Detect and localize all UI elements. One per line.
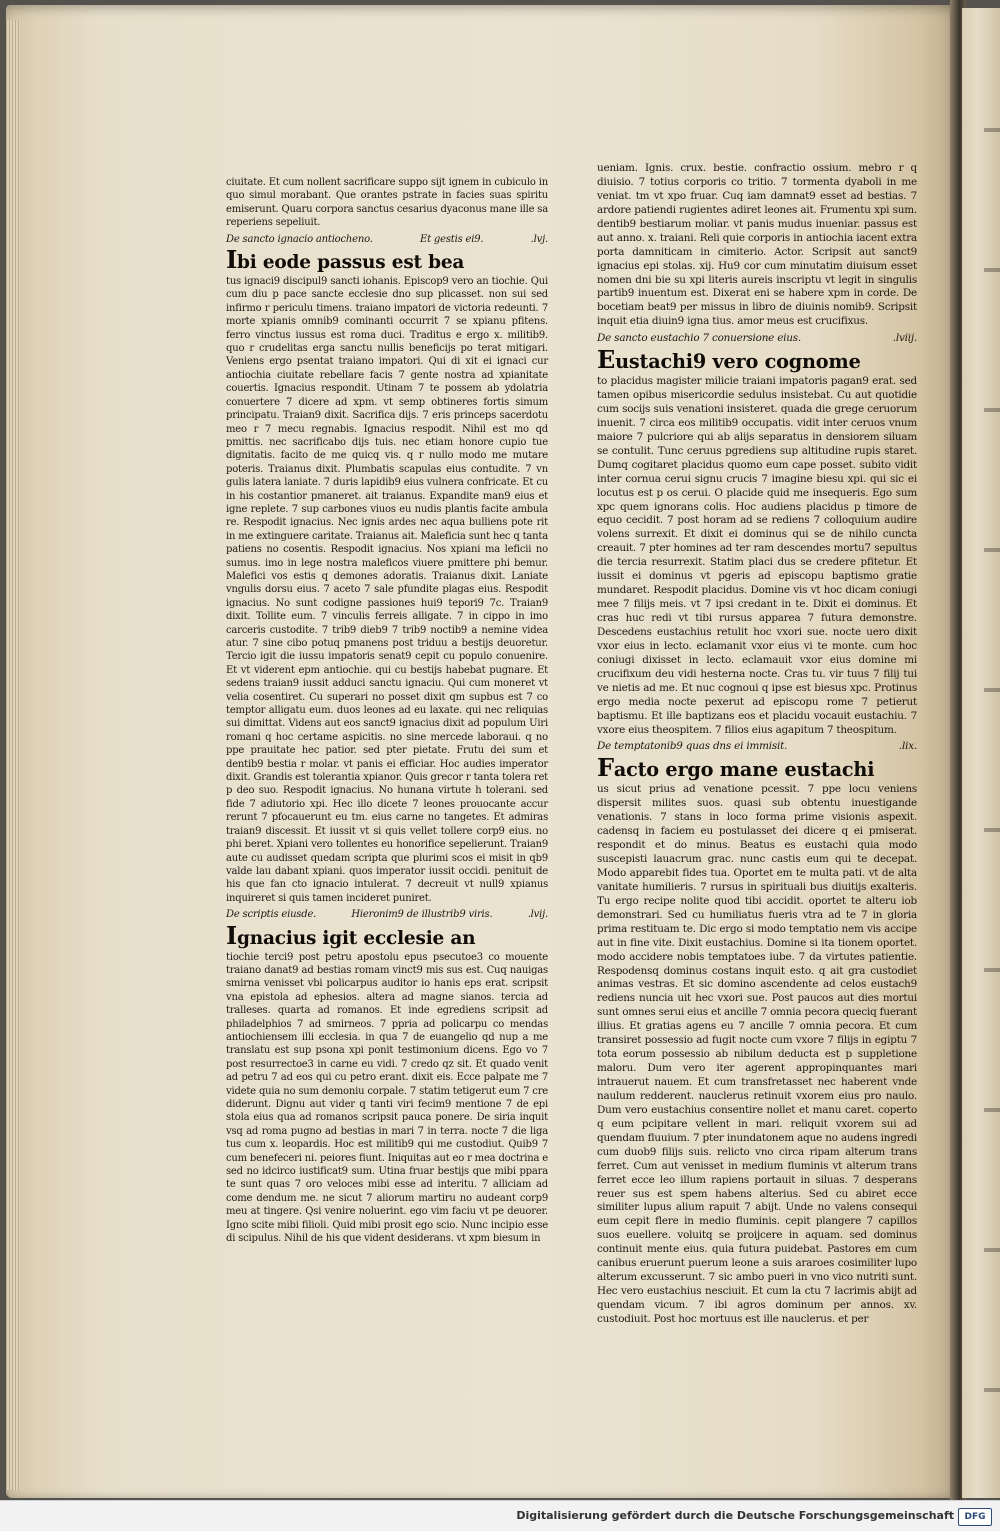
text-column-left	[226, 176, 548, 1261]
chapter-title: De scriptis eiusde.	[226, 909, 317, 921]
chapter-title: De temptatonib9 quas dns ei immisit.	[597, 740, 788, 753]
footer-bar	[0, 1500, 1000, 1531]
display-text: ustachi9 vero cognome	[615, 350, 861, 374]
chapter-heading	[597, 740, 917, 754]
chapter-number: .lvij.	[527, 909, 548, 921]
chapter-subtitle: Hieronim9 de illustrib9 viris.	[351, 909, 493, 921]
page-edges	[6, 20, 20, 1490]
chapter-title: De sancto eustachio 7 conuersione eius.	[597, 332, 802, 345]
text-paragraph: tiochie terci9 post petru apostolu epus psecutoe3 co mouente traiano danat9 ad bestias romam vinct9 mis sus est. Cuq nauigas smirna venisset vbi policarpus auditor io hanis eps erat. scripsit vna epistola ad ephesios. altera ad magne sianos. tercia ad tralleses. quarta ad romanos. Et inde egrediens scripsit ad philadelphios 7 ad smirneos. 7 ppria ad policarpu co mendas antiochiensem illi ecclesia. in qua 7 de euangelio qd nup a me translatu est sup psona xpi ponit testimonium dicens. Ego vo 7 post resurrectoe3 in carne eu vidi. 7 credo qz sit. Et quado venit ad petru 7 ad eos qui cu petro erant. dixit eis. Ecce palpate me 7 videte quia no sum demoniu corpale. 7 statim tetigerut eum 7 cre diderunt. Dignu aut vider q tanti viri fecim9 mentione 7 de epi stola eius qua ad romanos scripsit pauca ponere. De siria inquit vsq ad roma pugno ad bestias in mari 7 in terra. nocte 7 die liga tus cum x. leopardis. Hoc est militib9 qui me custodiut. Quib9 7 cum benefeceri ni. peiores fiunt. Iniquitas aut eo r mea doctrina e sed no idcirco iustificat9 sum. Utina fruar bestijs que mibi ppara te sunt quas 7 oro veloces mibi esse ad interitu. 7 alliciam ad come dendum me. ne sicut 7 aliorum martiru no audeant corp9 meu at tingere. Qsi venire noluerint. ego vim faciu vt pe deuorer. Igno scite mibi filioli. Quid mibi prosit ego scio. Nunc incipio esse di scipulus. Nihil de his que vident desiderans. vt xpm biesum in	[226, 951, 548, 1245]
funding-credit: Digitalisierung gefördert durch die Deutsche Forschungsgemeinschaft	[516, 1509, 954, 1522]
text-column-right	[597, 162, 917, 1347]
initial-letter: I	[226, 245, 238, 275]
dfg-logo: DFG	[958, 1508, 992, 1526]
chapter-heading	[226, 233, 548, 246]
initial-letter: F	[597, 753, 614, 783]
display-line	[597, 345, 917, 375]
chapter-heading	[597, 332, 917, 346]
text-paragraph: us sicut prius ad venatione pcessit. 7 ppe locu veniens dispersit milites suos. quasi sub obtentu inuestigande venationis. 7 stans in loco forma prime visionis aspexit. cadensq in faciem eu postulasset dei dicere q ei pmiserat. respondit et do minus. Beatus es eustachi quia modo suscepisti lauacrum grac. nunc castis eum qui te decepat. Modo apparebit fides tua. Oportet em te multa pati. vt de alta vanitate humilieris. 7 rursus in spirituali bus diuitijs exalteris. Tu ergo recipe nolite quod tibi accidit. oportet te alteru iob demonstrari. Sed cu humiliatus fueris vtra ad te 7 in gloria prima restituam te. Dic ergo si modo temptatio nem vis accipe aut in fine vite. Dixit eustachius. Domine si ita tionem oportet. modo accidere nobis temptatoes iube. 7 da virtutes patientie. Respodensq dominus costans inquit esto. q ait gra custodiet animas vestras. Et sic domino ascendente ad celos eustach9 rediens nuncia uit hec vxori sue. Post paucos aut dies mortui sunt omnes serui eius et ancille 7 omnia pecora queciq fuerant illius. Et gratias agens eu 7 ancille 7 omnia pecora. Et cum transiret possessio ad fugit nocte cum vxore 7 filijs in egiptu 7 tota eorum possessio ab nibilum deducta est p suppletione maloru. Dum vero iter agerent appropinquantes mari intrauerut nauem. Et cum transfretasset nec haberent vnde naulum redderent. nauclerus retinuit vxorem eius pro naulo. Dum vero eustachius consentire nollet et manu caret. coperto q eum pcipitare vellent in mari. reliquit vxorem sui ad quendam fluuium. 7 pter inundatonem aque no audens ingredi cum duob9 filijs suis. relicto vno circa ripam alterum trans ferret. Cum aut venisset in medium fluminis vt alterum trans ferret ecce leo illum rapiens portauit in siluas. 7 desperans reuer sus est spem habens alterius. Sed cu abiret ecce similiter lupus alium rapuit 7 abijt. Unde no valens consequi eum cepit flere in medio fluminis. cepit plangere 7 capillos suos euellere. voluitq se proijcere in aquam. sed dominus continuit mente eius. quia futura puidebat. Pastores em cum canibus eruerunt puerum leone a suis araroes cosimiliter lupo alterum excusserunt. 7 sic ambo pueri in vno vico nutriti sunt. Hec vero eustachius nesciuit. Et cum la ctu 7 lacrimis abijt ad quendam vicum. 7 ibi agros dominum per annos. xv. custodiuit. Post hoc mortuus est ille nauclerus. et per	[597, 783, 917, 1325]
display-line	[226, 920, 548, 950]
chapter-title: De sancto ignacio antiocheno.	[226, 233, 373, 245]
display-text: gnacius igit ecclesie an	[237, 927, 476, 949]
chapter-heading	[226, 908, 548, 921]
chapter-number: .lix.	[898, 740, 917, 753]
display-text: acto ergo mane eustachi	[613, 758, 875, 782]
text-paragraph: ciuitate. Et cum nollent sacrificare suppo sijt ignem in cubiculo in quo simul morabant. Que orantes pstrate in facies suas spiritu emiserunt. Quaru corpora sanctus cesarius dyaconus mane ille sa reperiens sepeliuit.	[226, 177, 548, 229]
initial-letter: I	[226, 920, 238, 950]
chapter-number: .lviij.	[892, 332, 917, 345]
text-paragraph: ueniam. Ignis. crux. bestie. confractio ossium. mebro r q diuisio. 7 totius corporis co tritio. 7 tormenta dyaboli in me veniat. tm vt xpo fruar. Cuq iam damnat9 esset ad bestias. 7 ardore patiendi rugientes adiret leones ait. Frumentu xpi sum. dentib9 bestiarum moliar. vt panis mudus inueniar. passus est aut anno. x. traiani. Reli quie corporis in antiochia iacent extra porta damniticam in cimiterio. Actor. Scripsit aut sanct9 ignacius epi stolas. xij. Hu9 cor cum minutatim diuisum esset nomen dni bie su xpi literis aureis inscriptu vt legit in singulis partib9 inuentum est. Dixerat eni se habere xpm in corde. De bocetiam beat9 per missus in libro de diuinis nomib9. Scripsit inquit etia diuin9 igna tius. amor meus est crucifixus.	[597, 162, 917, 328]
chapter-subtitle: Et gestis ei9.	[420, 233, 484, 245]
text-paragraph: tus ignaci9 discipul9 sancti iohanis. Episcop9 vero an tiochie. Qui cum diu p pace sancte ecclesie dno sup plicasset. non sui sed infirmo r periculu timens. traiano impatori de victoria redeunti. 7 morte xpianis omnib9 cominanti occurrit 7 se xpianu pfitens. ferro vinctus iussus est roma duci. Traditus e ergo x. militib9. quo r crudelitas erga sanctu nullis beneficijs po terat mitigari. Veniens ergo psentat traiano impatori. Qui di xit ei ignaci cur antiochia ciuitate rebellare facis 7 gente nostra ad xpianitate couertis. Ignacius respondit. Utinam 7 te possem ab ydolatria conuertere 7 dicere ad xpm. vt semp obtineres fortis simum principatu. Traian9 dixit. Sacrifica dijs. 7 eris princeps sacerdotu meo r 7 mecu regnabis. Ignacius respodit. Nihil est mo qd pmittis. nec sacrificabo dijs tuis. nec etiam honore cupio tue dignitatis. facito de me quicq vis. q r nullo modo me mutare poteris. Traianus dixit. Plumbatis scapulas eius contudite. 7 vn gulis latera laniate. 7 duris lapidib9 eius vulnera confricate. Et cu in his costantior pmaneret. ait traianus. Expandite man9 eius et igne replete. 7 sup carbones viuos eu nudis plantis facite ambula re. Respodit ignacius. Nec ignis ardes nec aqua bulliens pote rit in me extinguere caritate. Traianus ait. Maleficia sunt hec q tanta patiens no cosentis. Respodit ignacius. Nos xpiani ma leficii no sumus. imo in lege nostra maleficos viuere pmittere phi bemur. Malefici vos estis q demones adoratis. Traianus dixit. Laniate vngulis dorsu eius. 7 aceto 7 sale pfundite plagas eius. Respodit ignacius. No sunt codigne passiones hui9 tepori9 7c. Traian9 dixit. Tollite eum. 7 vinculis ferreis alligate. 7 in cippo in imo carceris custodite. 7 trib9 dieb9 7 trib9 noctib9 a nemine videa atur. 7 sine cibo potuq pmanens post triduu a bestijs deuoretur. Tercio igit die iussu impatoris senat9 cepit cu populo conuenire. Et vt viderent epm antiochie. qui cu bestijs habebat pugnare. Et sedens traian9 iussit adduci sanctu ignaciu. Qui cum moneret vt velia cosentiret. Cu superari no posset dixit qm supbus est 7 co temptor alligatu eum. duos leones ad eu laxate. qui nec reliquias sui dimittat. Videns aut eos sanct9 ignacius dixit ad populum Uiri romani q hoc certame aspicitis. no sine mercede laboraui. q no ppe prauitate hec patior. sed pter pietate. Frutu dei sum et dentib9 bestia r molar. vt panis ei efficiar. Hoc audies imperator dixit. Grandis est tolerantia xpianor. Quis grecor r tanta tolera ret p deo suo. Respodit ignacius. No hunana virtute h tolerani. sed fide 7 adiutorio xpi. Hec illo dicete 7 leones prouocante accur rerunt 7 pfocauerunt eu tm. eius carne no tangetes. Et admiras traian9 discessit. Et iussit vt si quis vellet tollere corp9 eius. no phi beret. Xpiani vero tollentes eu honorifice sepelierunt. Traian9 aute cu audisset quedam scripta que plurimi scos ei misit in qb9 valde lau dabant xpiani. quos imperator iussit occidi. penituit de his que fan cto ignacio intulerat. 7 decreuit vt null9 xpianus inquireret si quis tamen incideret puniret.	[226, 276, 548, 904]
adjacent-page-edge	[962, 8, 1000, 1498]
initial-letter: E	[597, 345, 616, 375]
chapter-number: .lvj.	[530, 233, 548, 245]
display-line	[597, 753, 917, 783]
text-paragraph: to placidus magister milicie traiani impatoris pagan9 erat. sed tamen opibus misericordie sedulus insistebat. Cu aut quotidie cum socijs suis venationi insisteret. quada die grege ceruorum inuenit. 7 circa eos militib9 occupatis. vidit inter ceruos vnum maiore 7 pulcriore qui ab alijs separatus in densiorem siluam se contulit. Tunc ceruus pgrediens sup altitudine rupis staret. Dumq cogitaret placidus quomo eum cape posset. subito vidit inter cornua cerui signu crucis 7 imagine biesu xpi. qui sic ei locutus est p os cerui. O placide quid me insequeris. Ego sum xpc quem ignorans colis. Hoc audiens placidus p timore de equo cecidit. 7 post horam ad se rediens 7 colloquium audire volens surrexit. Et dixit ei dominus qui se de nihilo cuncta creauit. 7 pter homines ad ter ram descendes mortu7 sepultus die tercia resurrexit. Statim placi dus se credere pfitetur. Et iussit ei dominus vt pgeris ad episcopu baptismo gratie mundaret. Respodit placidus. Domine vis vt hoc dicam coniugi mee 7 filijs meis. vt 7 ipsi credant in te. Dixit ei dominus. Et cras huc redi vt tibi rursus apparea 7 futura demonstre. Descedens eustachius retulit hoc vxori sue. nocte uero dixit vxor eius in lecto. eclamanit vxor eius vi te monte. cum hoc coniugi dixisset in lecto. eclamauit vxor eius domine mi crucifixum deu vidi hesterna nocte. Cras tu. vir tuus 7 filij tui ve nietis ad me. Et nuc cognoui q ipse est biesus xpc. Protinus ergo media nocte pexerut ad episcopu rome 7 petierut baptismu. Et ille baptizans eos et placidu vocauit eustachiu. 7 vxore eius theospitem. 7 filios eius agapitum 7 theospitum.	[597, 375, 917, 736]
display-line	[226, 245, 548, 275]
display-text: bi eode passus est bea	[237, 252, 465, 274]
